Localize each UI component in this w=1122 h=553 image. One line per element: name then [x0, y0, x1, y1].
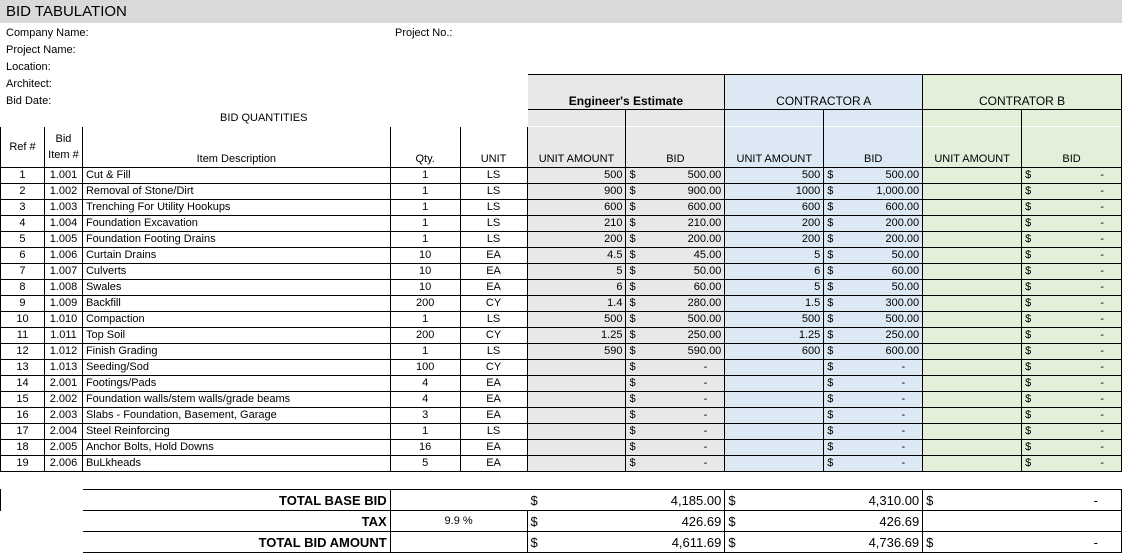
description-header: Item Description	[82, 127, 390, 168]
description-cell: Removal of Stone/Dirt	[82, 184, 390, 200]
tax-rate: 9.9 %	[390, 511, 527, 532]
description-cell: Steel Reinforcing	[82, 424, 390, 440]
table-row	[1, 376, 1122, 392]
b-bid-cell: $ -	[1022, 376, 1122, 392]
item-cell: 1.013	[44, 360, 82, 376]
ref-cell: 9	[1, 296, 45, 312]
ref-cell: 18	[1, 440, 45, 456]
description-cell: Foundation Excavation	[82, 216, 390, 232]
tax-label: TAX	[82, 511, 390, 532]
table-row	[1, 200, 1122, 216]
a-bid-cell: $ 600.00	[824, 200, 923, 216]
location-label: Location:	[6, 61, 51, 73]
b-bid-cell: $ -	[1022, 184, 1122, 200]
eng-bid-cell: $ 900.00	[626, 184, 725, 200]
item-cell: 1.006	[44, 248, 82, 264]
table-row	[1, 248, 1122, 264]
eng-bid-cell: $ 590.00	[626, 344, 725, 360]
a-unit-amount-cell: 5	[725, 248, 824, 264]
a-bid-cell: $ 1,000.00	[824, 184, 923, 200]
eng-total-bid: 4,611.69	[671, 534, 722, 550]
b-bid-cell: $ -	[1022, 200, 1122, 216]
ref-cell: 7	[1, 264, 45, 280]
item-cell: 1.008	[44, 280, 82, 296]
eng-unit-amount-cell	[527, 376, 626, 392]
description-cell: Swales	[82, 280, 390, 296]
eng-tax: 426.69	[681, 513, 722, 529]
unit-cell: EA	[460, 408, 527, 424]
b-unit-amount-cell	[923, 392, 1022, 408]
ref-cell: 3	[1, 200, 45, 216]
item-cell: 1.004	[44, 216, 82, 232]
bid-item-header: Bid Item #	[44, 127, 82, 168]
project-name-label: Project Name:	[6, 44, 76, 56]
eng-unit-amount-cell: 6	[527, 280, 626, 296]
b-bid-cell: $ -	[1022, 360, 1122, 376]
description-cell: Top Soil	[82, 328, 390, 344]
eng-bid-cell: $ 500.00	[626, 312, 725, 328]
a-unit-amount-cell: 1.5	[725, 296, 824, 312]
unit-cell: LS	[460, 168, 527, 184]
item-cell: 2.002	[44, 392, 82, 408]
item-cell: 2.001	[44, 376, 82, 392]
a-unit-amount-cell	[725, 440, 824, 456]
a-unit-amount-cell	[725, 360, 824, 376]
a-bid-cell: $ 50.00	[824, 248, 923, 264]
unit-cell: EA	[460, 280, 527, 296]
b-bid-cell: $ -	[1022, 296, 1122, 312]
ref-header: Ref #	[1, 127, 45, 168]
eng-total-base: 4,185.00	[670, 492, 722, 508]
eng-bid-cell: $ 45.00	[626, 248, 725, 264]
b-bid-cell: $ -	[1022, 392, 1122, 408]
b-bid-cell: $ -	[1022, 440, 1122, 456]
eng-bid-cell: $ 50.00	[626, 264, 725, 280]
a-unit-amount-cell: 1.25	[725, 328, 824, 344]
ref-cell: 6	[1, 248, 45, 264]
qty-cell: 10	[390, 280, 460, 296]
unit-cell: CY	[460, 360, 527, 376]
item-cell: 2.005	[44, 440, 82, 456]
eng-unit-amount-cell: 600	[527, 200, 626, 216]
item-cell: 1.012	[44, 344, 82, 360]
a-unit-amount-cell: 500	[725, 312, 824, 328]
unit-cell: LS	[460, 216, 527, 232]
a-bid-cell: $ 200.00	[824, 216, 923, 232]
b-unit-amount-cell	[923, 264, 1022, 280]
a-unit-amount-cell	[725, 392, 824, 408]
ref-cell: 13	[1, 360, 45, 376]
b-bid-cell: $ -	[1022, 248, 1122, 264]
eng-unit-amount-cell	[527, 456, 626, 472]
item-cell: 2.003	[44, 408, 82, 424]
architect-label: Architect:	[6, 78, 52, 90]
a-total-bid: 4,736.69	[868, 534, 920, 550]
b-total-bid: -	[1093, 534, 1098, 550]
eng-unit-amount-cell	[527, 360, 626, 376]
eng-bid-cell: $ -	[626, 424, 725, 440]
a-bid-cell: $ -	[824, 456, 923, 472]
ref-cell: 10	[1, 312, 45, 328]
eng-unit-amount-cell	[527, 408, 626, 424]
ref-cell: 12	[1, 344, 45, 360]
table-row	[1, 216, 1122, 232]
qty-cell: 10	[390, 248, 460, 264]
a-bid-cell: $ 500.00	[824, 168, 923, 184]
b-total-base: -	[1093, 492, 1098, 508]
b-bid-cell: $ -	[1022, 312, 1122, 328]
a-tax: 426.69	[879, 513, 920, 529]
unit-cell: CY	[460, 296, 527, 312]
project-no-label: Project No.:	[395, 27, 453, 39]
engineer-estimate-header: Engineer's Estimate	[527, 75, 725, 110]
totals-table: TOTAL BASE BID $ 4,185.00 $ 4,310.00 $ - TAX 9.9 % $ 426.69 $ 426.69 TOTAL BID AMOUNT $ 4,611.69 $ 4,736.69 $ -	[0, 489, 1122, 553]
description-cell: Finish Grading	[82, 344, 390, 360]
eng-bid-cell: $ 250.00	[626, 328, 725, 344]
qty-cell: 4	[390, 376, 460, 392]
ref-cell: 15	[1, 392, 45, 408]
eng-unit-amount-cell: 200	[527, 232, 626, 248]
qty-cell: 1	[390, 312, 460, 328]
a-bid-cell: $ -	[824, 392, 923, 408]
b-bid-cell: $ -	[1022, 280, 1122, 296]
eng-unit-amount-cell: 4.5	[527, 248, 626, 264]
a-bid-cell: $ 50.00	[824, 280, 923, 296]
ref-cell: 14	[1, 376, 45, 392]
contractor-a-header: CONTRACTOR A	[725, 75, 923, 110]
eng-unit-amount-cell: 500	[527, 312, 626, 328]
b-bid-cell: $ -	[1022, 216, 1122, 232]
eng-unit-amount-cell: 590	[527, 344, 626, 360]
eng-unit-amount-header: UNIT AMOUNT	[527, 127, 626, 168]
qty-cell: 1	[390, 232, 460, 248]
description-cell: Compaction	[82, 312, 390, 328]
a-unit-amount-cell: 5	[725, 280, 824, 296]
b-bid-cell: $ -	[1022, 232, 1122, 248]
item-cell: 2.004	[44, 424, 82, 440]
item-cell: 1.005	[44, 232, 82, 248]
eng-bid-cell: $ 280.00	[626, 296, 725, 312]
eng-bid-cell: $ 500.00	[626, 168, 725, 184]
total-base-bid-label: TOTAL BASE BID	[82, 490, 390, 511]
b-bid-cell: $ -	[1022, 344, 1122, 360]
unit-cell: EA	[460, 392, 527, 408]
eng-bid-cell: $ -	[626, 456, 725, 472]
table-row	[1, 232, 1122, 248]
table-row	[1, 392, 1122, 408]
description-cell: Foundation walls/stem walls/grade beams	[82, 392, 390, 408]
unit-cell: LS	[460, 232, 527, 248]
table-row	[1, 280, 1122, 296]
b-bid-cell: $ -	[1022, 408, 1122, 424]
description-cell: BuLkheads	[82, 456, 390, 472]
unit-cell: LS	[460, 184, 527, 200]
eng-unit-amount-cell: 1.25	[527, 328, 626, 344]
ref-cell: 2	[1, 184, 45, 200]
a-unit-amount-cell	[725, 376, 824, 392]
b-unit-amount-cell	[923, 280, 1022, 296]
table-row	[1, 408, 1122, 424]
ref-cell: 11	[1, 328, 45, 344]
b-unit-amount-cell	[923, 312, 1022, 328]
b-unit-amount-cell	[923, 424, 1022, 440]
eng-bid-cell: $ 600.00	[626, 200, 725, 216]
eng-unit-amount-cell: 900	[527, 184, 626, 200]
b-bid-cell: $ -	[1022, 264, 1122, 280]
item-cell: 1.001	[44, 168, 82, 184]
total-bid-amount-label: TOTAL BID AMOUNT	[82, 532, 390, 553]
eng-bid-cell: $ -	[626, 392, 725, 408]
item-cell: 1.011	[44, 328, 82, 344]
a-unit-amount-cell: 200	[725, 232, 824, 248]
contractor-b-header: CONTRATOR B	[923, 75, 1122, 110]
ref-cell: 16	[1, 408, 45, 424]
qty-cell: 3	[390, 408, 460, 424]
eng-bid-header: BID	[626, 127, 725, 168]
qty-cell: 1	[390, 200, 460, 216]
eng-bid-cell: $ -	[626, 376, 725, 392]
qty-cell: 1	[390, 184, 460, 200]
description-cell: Curtain Drains	[82, 248, 390, 264]
b-unit-amount-cell	[923, 328, 1022, 344]
a-bid-cell: $ -	[824, 408, 923, 424]
unit-cell: EA	[460, 264, 527, 280]
ref-cell: 4	[1, 216, 45, 232]
a-bid-cell: $ 250.00	[824, 328, 923, 344]
unit-cell: LS	[460, 344, 527, 360]
a-bid-cell: $ 60.00	[824, 264, 923, 280]
qty-cell: 4	[390, 392, 460, 408]
b-unit-amount-cell	[923, 216, 1022, 232]
eng-unit-amount-cell: 5	[527, 264, 626, 280]
eng-bid-cell: $ -	[626, 440, 725, 456]
table-row	[1, 360, 1122, 376]
b-unit-amount-cell	[923, 184, 1022, 200]
b-unit-amount-cell	[923, 248, 1022, 264]
item-cell: 1.007	[44, 264, 82, 280]
a-unit-amount-cell: 200	[725, 216, 824, 232]
item-cell: 1.003	[44, 200, 82, 216]
a-bid-cell: $ 500.00	[824, 312, 923, 328]
table-row	[1, 440, 1122, 456]
a-unit-amount-cell	[725, 424, 824, 440]
unit-cell: LS	[460, 312, 527, 328]
table-row	[1, 168, 1122, 184]
bid-quantities-header: BID QUANTITIES	[220, 111, 308, 124]
b-unit-amount-cell	[923, 456, 1022, 472]
b-unit-amount-cell	[923, 360, 1022, 376]
description-cell: Cut & Fill	[82, 168, 390, 184]
table-row	[1, 312, 1122, 328]
a-bid-cell: $ -	[824, 360, 923, 376]
qty-cell: 200	[390, 296, 460, 312]
a-bid-cell: $ 600.00	[824, 344, 923, 360]
ref-cell: 8	[1, 280, 45, 296]
company-name-label: Company Name:	[6, 27, 89, 39]
eng-unit-amount-cell: 1.4	[527, 296, 626, 312]
table-row	[1, 328, 1122, 344]
table-row	[1, 424, 1122, 440]
unit-cell: CY	[460, 328, 527, 344]
b-unit-amount-cell	[923, 232, 1022, 248]
eng-bid-cell: $ 60.00	[626, 280, 725, 296]
bid-table	[0, 74, 1122, 472]
unit-cell: EA	[460, 248, 527, 264]
qty-cell: 5	[390, 456, 460, 472]
unit-cell: LS	[460, 424, 527, 440]
b-unit-amount-cell	[923, 200, 1022, 216]
b-bid-header: BID	[1022, 127, 1122, 168]
a-bid-cell: $ 300.00	[824, 296, 923, 312]
b-unit-amount-cell	[923, 168, 1022, 184]
a-unit-amount-cell: 1000	[725, 184, 824, 200]
qty-cell: 1	[390, 168, 460, 184]
sheet-title: BID TABULATION	[0, 0, 1122, 23]
table-row	[1, 456, 1122, 472]
a-total-base: 4,310.00	[868, 492, 920, 508]
b-bid-cell: $ -	[1022, 424, 1122, 440]
qty-cell: 1	[390, 344, 460, 360]
b-bid-cell: $ -	[1022, 456, 1122, 472]
a-unit-amount-cell: 600	[725, 344, 824, 360]
a-bid-header: BID	[824, 127, 923, 168]
a-unit-amount-cell: 6	[725, 264, 824, 280]
b-unit-amount-cell	[923, 440, 1022, 456]
eng-unit-amount-cell: 210	[527, 216, 626, 232]
unit-cell: LS	[460, 200, 527, 216]
a-unit-amount-header: UNIT AMOUNT	[725, 127, 824, 168]
qty-cell: 200	[390, 328, 460, 344]
b-bid-cell: $ -	[1022, 328, 1122, 344]
table-row	[1, 344, 1122, 360]
table-row	[1, 296, 1122, 312]
a-bid-cell: $ -	[824, 376, 923, 392]
a-unit-amount-cell	[725, 408, 824, 424]
bid-date-label: Bid Date:	[6, 95, 52, 107]
description-cell: Seeding/Sod	[82, 360, 390, 376]
qty-cell: 16	[390, 440, 460, 456]
ref-cell: 5	[1, 232, 45, 248]
table-row	[1, 184, 1122, 200]
table-row	[1, 264, 1122, 280]
item-cell: 2.006	[44, 456, 82, 472]
description-cell: Anchor Bolts, Hold Downs	[82, 440, 390, 456]
b-bid-cell: $ -	[1022, 168, 1122, 184]
unit-cell: EA	[460, 440, 527, 456]
eng-bid-cell: $ -	[626, 360, 725, 376]
b-unit-amount-cell	[923, 408, 1022, 424]
eng-unit-amount-cell: 500	[527, 168, 626, 184]
b-unit-amount-cell	[923, 344, 1022, 360]
a-unit-amount-cell	[725, 456, 824, 472]
b-unit-amount-cell	[923, 376, 1022, 392]
unit-header: UNIT	[460, 127, 527, 168]
description-cell: Culverts	[82, 264, 390, 280]
qty-cell: 10	[390, 264, 460, 280]
a-unit-amount-cell: 500	[725, 168, 824, 184]
a-unit-amount-cell: 600	[725, 200, 824, 216]
unit-cell: EA	[460, 376, 527, 392]
eng-unit-amount-cell	[527, 440, 626, 456]
ref-cell: 1	[1, 168, 45, 184]
unit-cell: EA	[460, 456, 527, 472]
item-cell: 1.009	[44, 296, 82, 312]
a-bid-cell: $ 200.00	[824, 232, 923, 248]
description-cell: Slabs - Foundation, Basement, Garage	[82, 408, 390, 424]
description-cell: Foundation Footing Drains	[82, 232, 390, 248]
eng-unit-amount-cell	[527, 424, 626, 440]
item-cell: 1.010	[44, 312, 82, 328]
description-cell: Backfill	[82, 296, 390, 312]
b-unit-amount-header: UNIT AMOUNT	[923, 127, 1022, 168]
qty-cell: 100	[390, 360, 460, 376]
description-cell: Trenching For Utility Hookups	[82, 200, 390, 216]
eng-bid-cell: $ -	[626, 408, 725, 424]
eng-unit-amount-cell	[527, 392, 626, 408]
qty-cell: 1	[390, 424, 460, 440]
item-cell: 1.002	[44, 184, 82, 200]
ref-cell: 19	[1, 456, 45, 472]
ref-cell: 17	[1, 424, 45, 440]
qty-header: Qty.	[390, 127, 460, 168]
description-cell: Footings/Pads	[82, 376, 390, 392]
eng-bid-cell: $ 200.00	[626, 232, 725, 248]
a-bid-cell: $ -	[824, 440, 923, 456]
b-unit-amount-cell	[923, 296, 1022, 312]
qty-cell: 1	[390, 216, 460, 232]
eng-bid-cell: $ 210.00	[626, 216, 725, 232]
a-bid-cell: $ -	[824, 424, 923, 440]
